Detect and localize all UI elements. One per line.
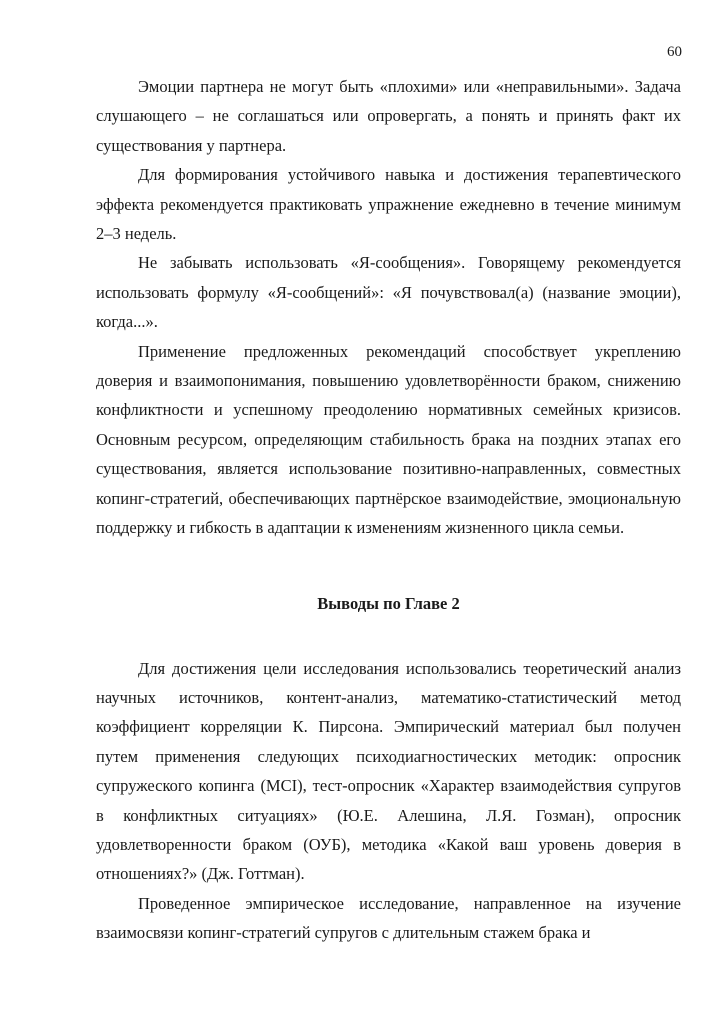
- paragraph: Не забывать использовать «Я-сообщения». Говорящему рекомендуется использовать формулу «Я-сообщений»: «Я почувствовал(а) (название эмоции), когда...».: [96, 253, 681, 332]
- paragraph: Применение предложенных рекомендаций способствует укреплению доверия и взаимопонимания, повышению удовлетворённости браком, снижению конфликтности и успешному преодолению нормативных семейных кризисов. Основным ресурсом, определяющим стабильность брака на поздних этапах его существования, является использование позитивно-направленных, совместных копинг-стратегий, обеспечивающих партнёрское взаимодействие, эмоциональную поддержку и гибкость в адаптации к изменениям жизненного цикла семьи.: [96, 341, 681, 538]
- paragraph: Проведенное эмпирическое исследование, направленное на изучение взаимосвязи копинг-стратегий супругов с длительным стажем брака и: [96, 893, 681, 943]
- section-heading: Выводы по Главе 2: [317, 593, 460, 613]
- paragraph: Эмоции партнера не могут быть «плохими» или «неправильными». Задача слушающего – не соглашаться или опровергать, а понять и принять факт их существования у партнера.: [96, 77, 681, 155]
- document-body: [96, 72, 681, 948]
- page-number: 60: [667, 44, 682, 60]
- paragraph: Для достижения цели исследования использовались теоретический анализ научных источников, контент-анализ, математико-статистический метод коэффициент корреляции К. Пирсона. Эмпирический материал был получен путем применения следующих психодиагностических методик: опросник супружеского копинга (MCI), тест-опросник «Характер взаимодействия супругов в конфликтных ситуациях» (Ю.Е. Алешина, Л.Я. Гозман), опросник удовлетворенности браком (ОУБ), методика «Какой ваш уровень доверия в отношениях?» (Дж. Готтман).: [96, 658, 681, 884]
- paragraph: Для формирования устойчивого навыка и достижения терапевтического эффекта рекомендуется практиковать упражнение ежедневно в течение минимум 2–3 недель.: [96, 165, 681, 244]
